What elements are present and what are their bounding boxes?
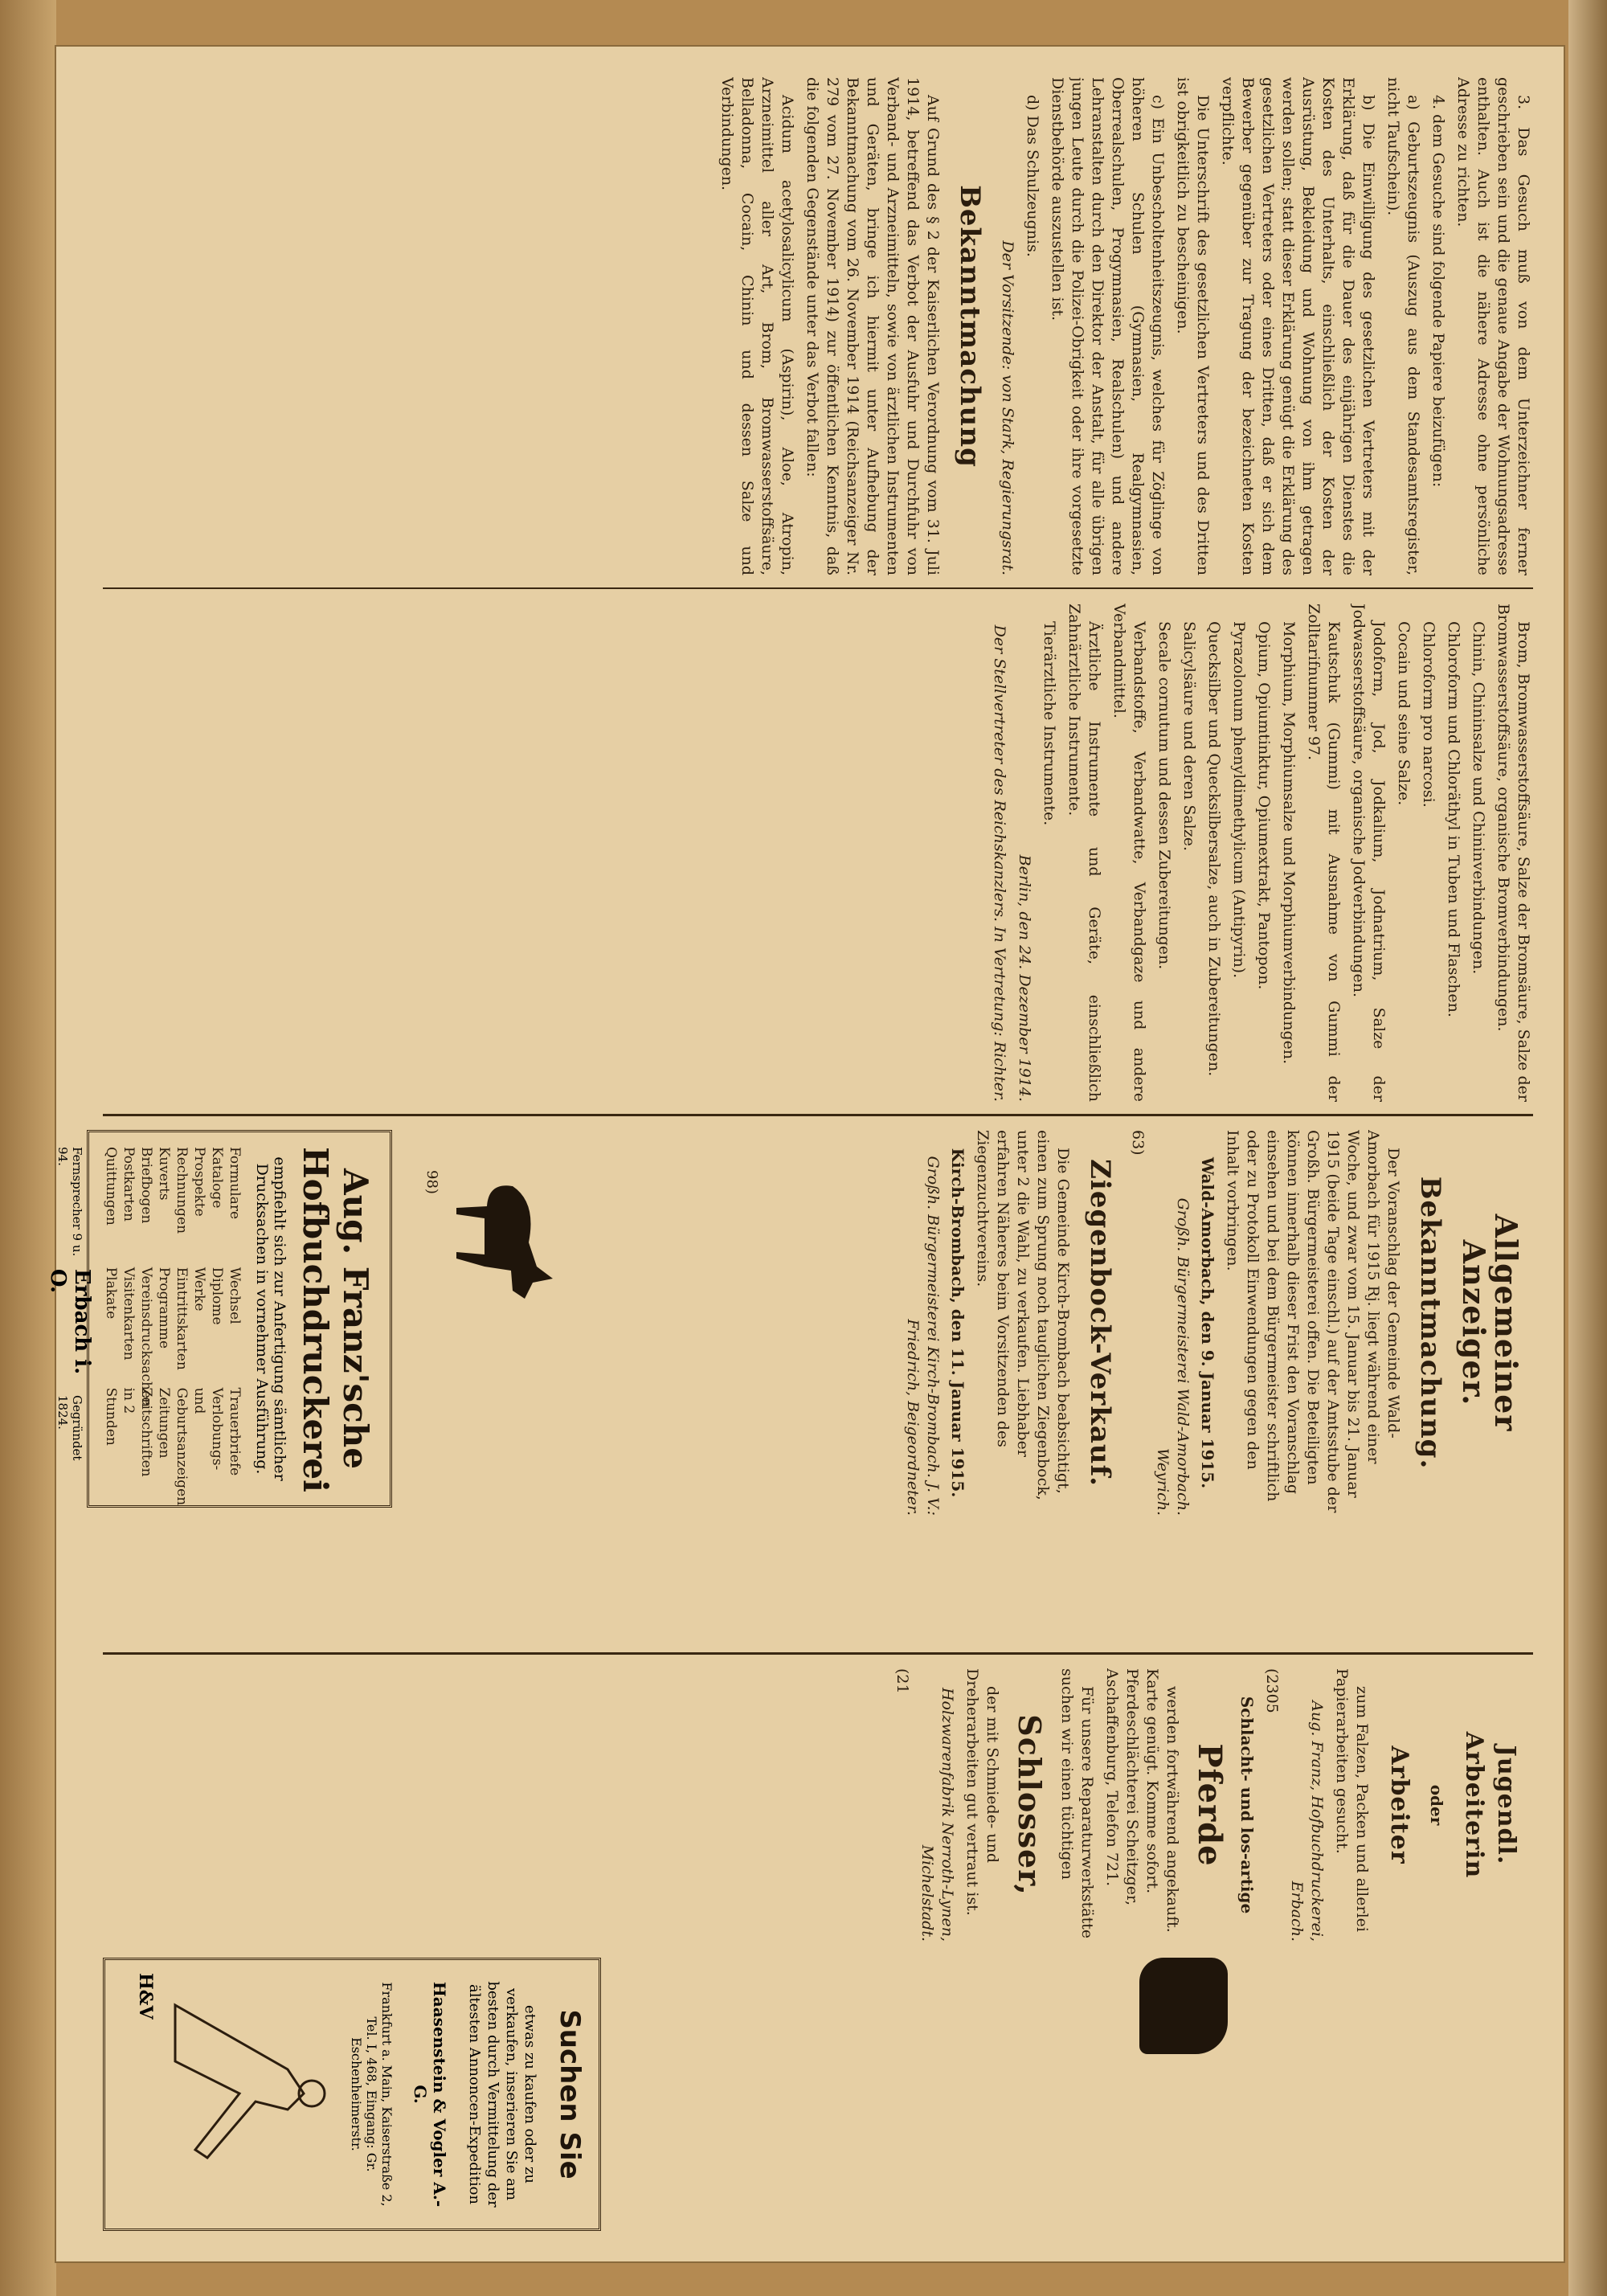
printer-list-item: Rechnungen bbox=[174, 1147, 190, 1234]
column-ads-small bbox=[87, 1668, 1533, 1942]
printer-list-item: Briefbogen bbox=[138, 1147, 154, 1224]
seek-logo: H&V bbox=[135, 1973, 156, 2020]
text-paragraph: Cocain und seine Salze. bbox=[1395, 621, 1413, 806]
signature: Der Stellvertreter des Reichskanzlers. In Vertretung: Richter. bbox=[991, 624, 1008, 1102]
text-paragraph: Morphium, Morphiumsalze und Morphiumverbindungen. bbox=[1280, 621, 1298, 1065]
printer-list-item: Zeitungen bbox=[156, 1387, 172, 1459]
printer-list-item: Postkarten bbox=[121, 1147, 137, 1222]
column-ads-notices bbox=[810, 1130, 1533, 1516]
text-paragraph: b) Die Einwilligung des gesetzlichen Vertreters mit der Erklärung, daß für die Dauer des einjährigen Dienstes die Kosten des Unterhalts, einschließlich der Kosten der Ausrüstung, Bekleidung und Wohnung von ihm getragen werden sollen; statt dieser Erklärung genügt die Erklärung des gesetzlichen Vertreters oder eines Dritten, daß er sich dem Bewerber gegenüber zur Tragung der bezeichneten Kosten verpflichte. bbox=[1219, 77, 1377, 575]
printer-list-item: Formulare bbox=[227, 1147, 243, 1220]
printer-text: empfiehlt sich zur Anfertigung sämtlicher Drucksachen in vornehmer Ausführung. bbox=[253, 1156, 288, 1481]
text-paragraph: Quecksilber und Quecksilbersalze, auch in Zubereitungen. bbox=[1205, 621, 1223, 1077]
smith-signature: Holzwarenfabrik Nerroth-Lynen, Michelstadt. bbox=[918, 1687, 956, 1942]
horse-pre: Schlacht- und los-artige bbox=[1237, 1696, 1257, 1914]
column-official-1 bbox=[87, 77, 1533, 575]
text-paragraph: a) Geburtszeugnis (Auszug aus dem Standesamtsregister, nicht Taufschein). bbox=[1384, 77, 1422, 575]
printer-phone: Fernsprecher 9 u. 94. bbox=[55, 1147, 84, 1257]
printer-list-item: Verlobungs- und Geburtsanzeigen bbox=[174, 1387, 225, 1506]
horse-number: (2305 bbox=[1263, 1668, 1281, 1713]
text-paragraph: Secale cornutum und dessen Zubereitungen. bbox=[1155, 621, 1173, 970]
column-divider bbox=[103, 587, 1533, 589]
printer-advert bbox=[46, 1130, 392, 1508]
goat-text: Die Gemeinde Kirch-Brombach beabsichtigt, einen zum Sprung noch tauglichen Ziegenbock, unter 2 die Wahl, zu verkaufen. Liebhaber erfahren Näheres beim Vorsitzenden des Ziegenzuchtvereins. bbox=[974, 1130, 1072, 1500]
printer-list-item: Vereinsdrucksachen bbox=[138, 1267, 154, 1407]
text-paragraph: Pyrazolonum phenyldimethylicum (Antipyrin). bbox=[1230, 621, 1248, 979]
youth-title-2: Arbeiter bbox=[1385, 1746, 1413, 1864]
printer-footer bbox=[46, 1147, 94, 1491]
printer-list-item: Diplome bbox=[209, 1267, 225, 1325]
horse-text: werden fortwährend angekauft. Karte genügt. Komme sofort. Pferdeschlächterei Scheitzger, Aschaffenburg, Telefon 721. bbox=[1103, 1668, 1181, 1933]
printer-founded: Gegründet 1824. bbox=[55, 1394, 84, 1461]
youth-title: Jugendl. Arbeiterin bbox=[1460, 1731, 1520, 1879]
printer-list-item: Kataloge bbox=[209, 1147, 225, 1209]
notice-title: Bekanntmachung. bbox=[1414, 1176, 1446, 1470]
youth-text: zum Falzen, Packen und allerlei Papierarbeiten gesucht. bbox=[1333, 1668, 1371, 1932]
horse-title: Pferde bbox=[1191, 1743, 1229, 1867]
printer-list-col1 bbox=[102, 1147, 243, 1250]
seek-title: Suchen Sie bbox=[554, 2009, 586, 2179]
notice-text: Der Voranschlag der Gemeinde Wald-Amorbach für 1915 Rj. liegt während einer Woche, und zwar vom 15. Januar bis 21. Januar 1915 (beide Tage einschl.) auf der Amtsstube der Großh. Bürgermeisterei offen. Die Beteiligten können innerhalb dieser Frist den Voranschlag einsehen und bei dem Bürgermeister schriftlich oder zu Protokoll Einwendungen gegen den Inhalt vorbringen. bbox=[1224, 1130, 1402, 1513]
page-edge bbox=[1568, 0, 1607, 2296]
printer-product-list bbox=[102, 1147, 243, 1506]
text-paragraph: Verbandstoffe, Verbandwatte, Verbandgaze und andere Verbandmittel. bbox=[1110, 604, 1148, 1102]
text-paragraph: Salicylsäure und deren Salze. bbox=[1180, 621, 1198, 852]
printer-title: Aug. Franz'sche Hofbuchdruckerei bbox=[296, 1147, 375, 1493]
printer-list-col3 bbox=[102, 1387, 243, 1506]
smith-number: (21 bbox=[893, 1668, 911, 1694]
goat-title: Ziegenbock-Verkauf. bbox=[1084, 1159, 1116, 1487]
seek-address: Frankfurt a. Main, Kaiserstraße 2, Tel. I, 468, Eingang: Gr. Eschenheimerstr. bbox=[349, 1982, 395, 2207]
printer-list-item: Plakate bbox=[103, 1267, 119, 1320]
youth-or: oder bbox=[1427, 1784, 1446, 1826]
text-paragraph: c) Ein Unbescholtenheitszeugnis, welches für Zöglinge von höheren Schulen (Gymnasien, Realgymnasien, Oberrealschulen, Progymnasien, Realschulen) und andere Lehranstalten durch den Direktor der Anstalt, für alle übrigen jungen Leute durch die Polizei-Obrigkeit oder ihre vorgesetzte Dienstbehörde auszustellen ist. bbox=[1049, 77, 1167, 575]
printer-list-item: Prospekte bbox=[191, 1147, 207, 1217]
printer-city: Erbach i. O. bbox=[46, 1268, 94, 1375]
printer-list-col2 bbox=[102, 1267, 243, 1407]
printer-list-item: Trauerbriefe bbox=[227, 1387, 243, 1476]
horse-illustration bbox=[1139, 1958, 1228, 2054]
text-paragraph: 4. dem Gesuche sind folgende Papiere beizufügen: bbox=[1429, 95, 1447, 488]
printer-list-item: Eintrittskarten bbox=[174, 1267, 190, 1370]
printer-list-item: Zeitschriften bbox=[138, 1387, 154, 1477]
newspaper-sheet bbox=[46, 45, 1565, 2263]
notice-signature: Großh. Bürgermeisterei Wald-Amorbach. Weyrich. bbox=[1154, 1197, 1192, 1516]
text-paragraph: Chinin, Chininsalze und Chininverbindungen. bbox=[1470, 621, 1487, 975]
printer-list-item: Werke bbox=[191, 1267, 207, 1312]
text-paragraph: Chloroform pro narcosi. bbox=[1420, 621, 1437, 808]
goat-date: Kirch-Brombach, den 11. Januar 1915. bbox=[948, 1148, 967, 1498]
signature: Der Vorsitzende: von Stark, Regierungsrat. bbox=[999, 240, 1016, 575]
text-paragraph: Ärztliche Instrumente und Geräte, einschließlich Zahnärztliche Instrumente. bbox=[1065, 604, 1103, 1102]
text-paragraph: Jodoform, Jod, Jodkalium, Jodnatrium, Salze der Jodwasserstoffsäure, organische Jodverbindungen. bbox=[1350, 604, 1388, 1102]
youth-signature: Aug. Franz, Hofbuchdruckerei, Erbach. bbox=[1288, 1701, 1326, 1942]
column-official-2 bbox=[87, 604, 1533, 1102]
notice-date: Wald-Amorbach, den 9. Januar 1915. bbox=[1198, 1156, 1217, 1489]
seek-text: etwas zu kaufen oder zu verkaufen, inserieren Sie am besten durch Vermittelung der ältesten Annoncen-Expedition bbox=[466, 1981, 538, 2208]
text-paragraph: Brom, Bromwasserstoffsäure, Salze der Bromsäure, Salze der Bromwasserstoffsäure, organische Bromverbindungen. bbox=[1495, 604, 1532, 1102]
printer-list-item: Wechsel bbox=[227, 1267, 243, 1324]
smith-intro: Für unsere Reparaturwerkstätte suchen wir einen tüchtigen bbox=[1058, 1668, 1096, 1939]
dateline: Berlin, den 24. Dezember 1914. bbox=[1016, 854, 1033, 1102]
printer-list-item: Kuverts bbox=[156, 1147, 172, 1201]
column-divider bbox=[103, 1114, 1533, 1116]
text-paragraph: Kautschuk (Gummi) mit Ausnahme von Gummi der Zolltarifnummer 97. bbox=[1305, 604, 1343, 1102]
text-paragraph: Die Unterschrift des gesetzlichen Vertreters und des Dritten ist obrigkeitlich zu bescheinigen. bbox=[1174, 77, 1212, 575]
text-paragraph: Acidum acetylosalicylicum (Aspirin), Aloe, Atropin, Arzneimittel aller Art, Brom, Bromwasserstoffsäure, Belladonna, Cocain, Chinin und dessen Salze und Verbindungen. bbox=[718, 77, 796, 575]
printer-list-item: Quittungen bbox=[103, 1147, 119, 1226]
printer-list-item: Visitenkarten bbox=[121, 1267, 137, 1361]
notice-number: 63) bbox=[1129, 1130, 1147, 1156]
rotated-content bbox=[46, 45, 1565, 2263]
smith-title: Schlosser, bbox=[1012, 1714, 1048, 1896]
section-title: Allgemeiner Anzeiger. bbox=[1456, 1213, 1524, 1432]
text-paragraph: d) Das Schulzeugnis. bbox=[1024, 95, 1041, 257]
goat-illustration bbox=[448, 1170, 561, 1307]
text-paragraph: Tierärztliche Instrumente. bbox=[1041, 621, 1058, 826]
text-paragraph: Auf Grund des § 2 der Kaiserlichen Verordnung vom 31. Juli 1914, betreffend das Verbot der Ausfuhr und Durchfuhr von Verband- und Arzneimitteln, sowie von ärztlichen Instrumenten und Geräten, bringe ich hiermit unter Aufhebung der Bekanntmachung vom 26. November 1914 (Reichsanzeiger Nr. 279 vom 27. November 1914) zur öffentlichen Kenntnis, daß die folgenden Gegenstände unter das Verbot fallen: bbox=[804, 77, 942, 575]
seek-advert bbox=[103, 1958, 601, 2231]
goat-number: 98) bbox=[423, 1170, 440, 1194]
seek-figure-illustration bbox=[159, 1973, 336, 2214]
column-divider bbox=[103, 1652, 1533, 1655]
smith-text: der mit Schmiede- und Dreherarbeiten gut vertraut ist. bbox=[963, 1668, 1001, 1916]
printer-list-item: in 2 Stunden bbox=[103, 1387, 137, 1446]
text-paragraph: 3. Das Gesuch muß von dem Unterzeichner ferner geschrieben sein und die genaue Angabe der Wohnungsadresse enthalten. Auch ist die nähere Adresse ohne persönliche Adresse zu richten. bbox=[1454, 77, 1532, 575]
text-paragraph: Opium, Opiumtinktur, Opiumextrakt, Pantopon. bbox=[1255, 621, 1273, 990]
text-paragraph: Chloroform und Chloräthyl in Tuben und Flaschen. bbox=[1445, 621, 1462, 1017]
printer-list-item: Programme bbox=[156, 1267, 172, 1349]
seek-firm: Haasenstein & Vogler A.-G. bbox=[411, 1981, 449, 2208]
goat-signature: Großh. Bürgermeisterei Kirch-Brombach. J. V.: Friedrich, Beigeordneter. bbox=[904, 1156, 942, 1516]
heading-bekanntmachung: Bekanntmachung bbox=[954, 185, 986, 468]
